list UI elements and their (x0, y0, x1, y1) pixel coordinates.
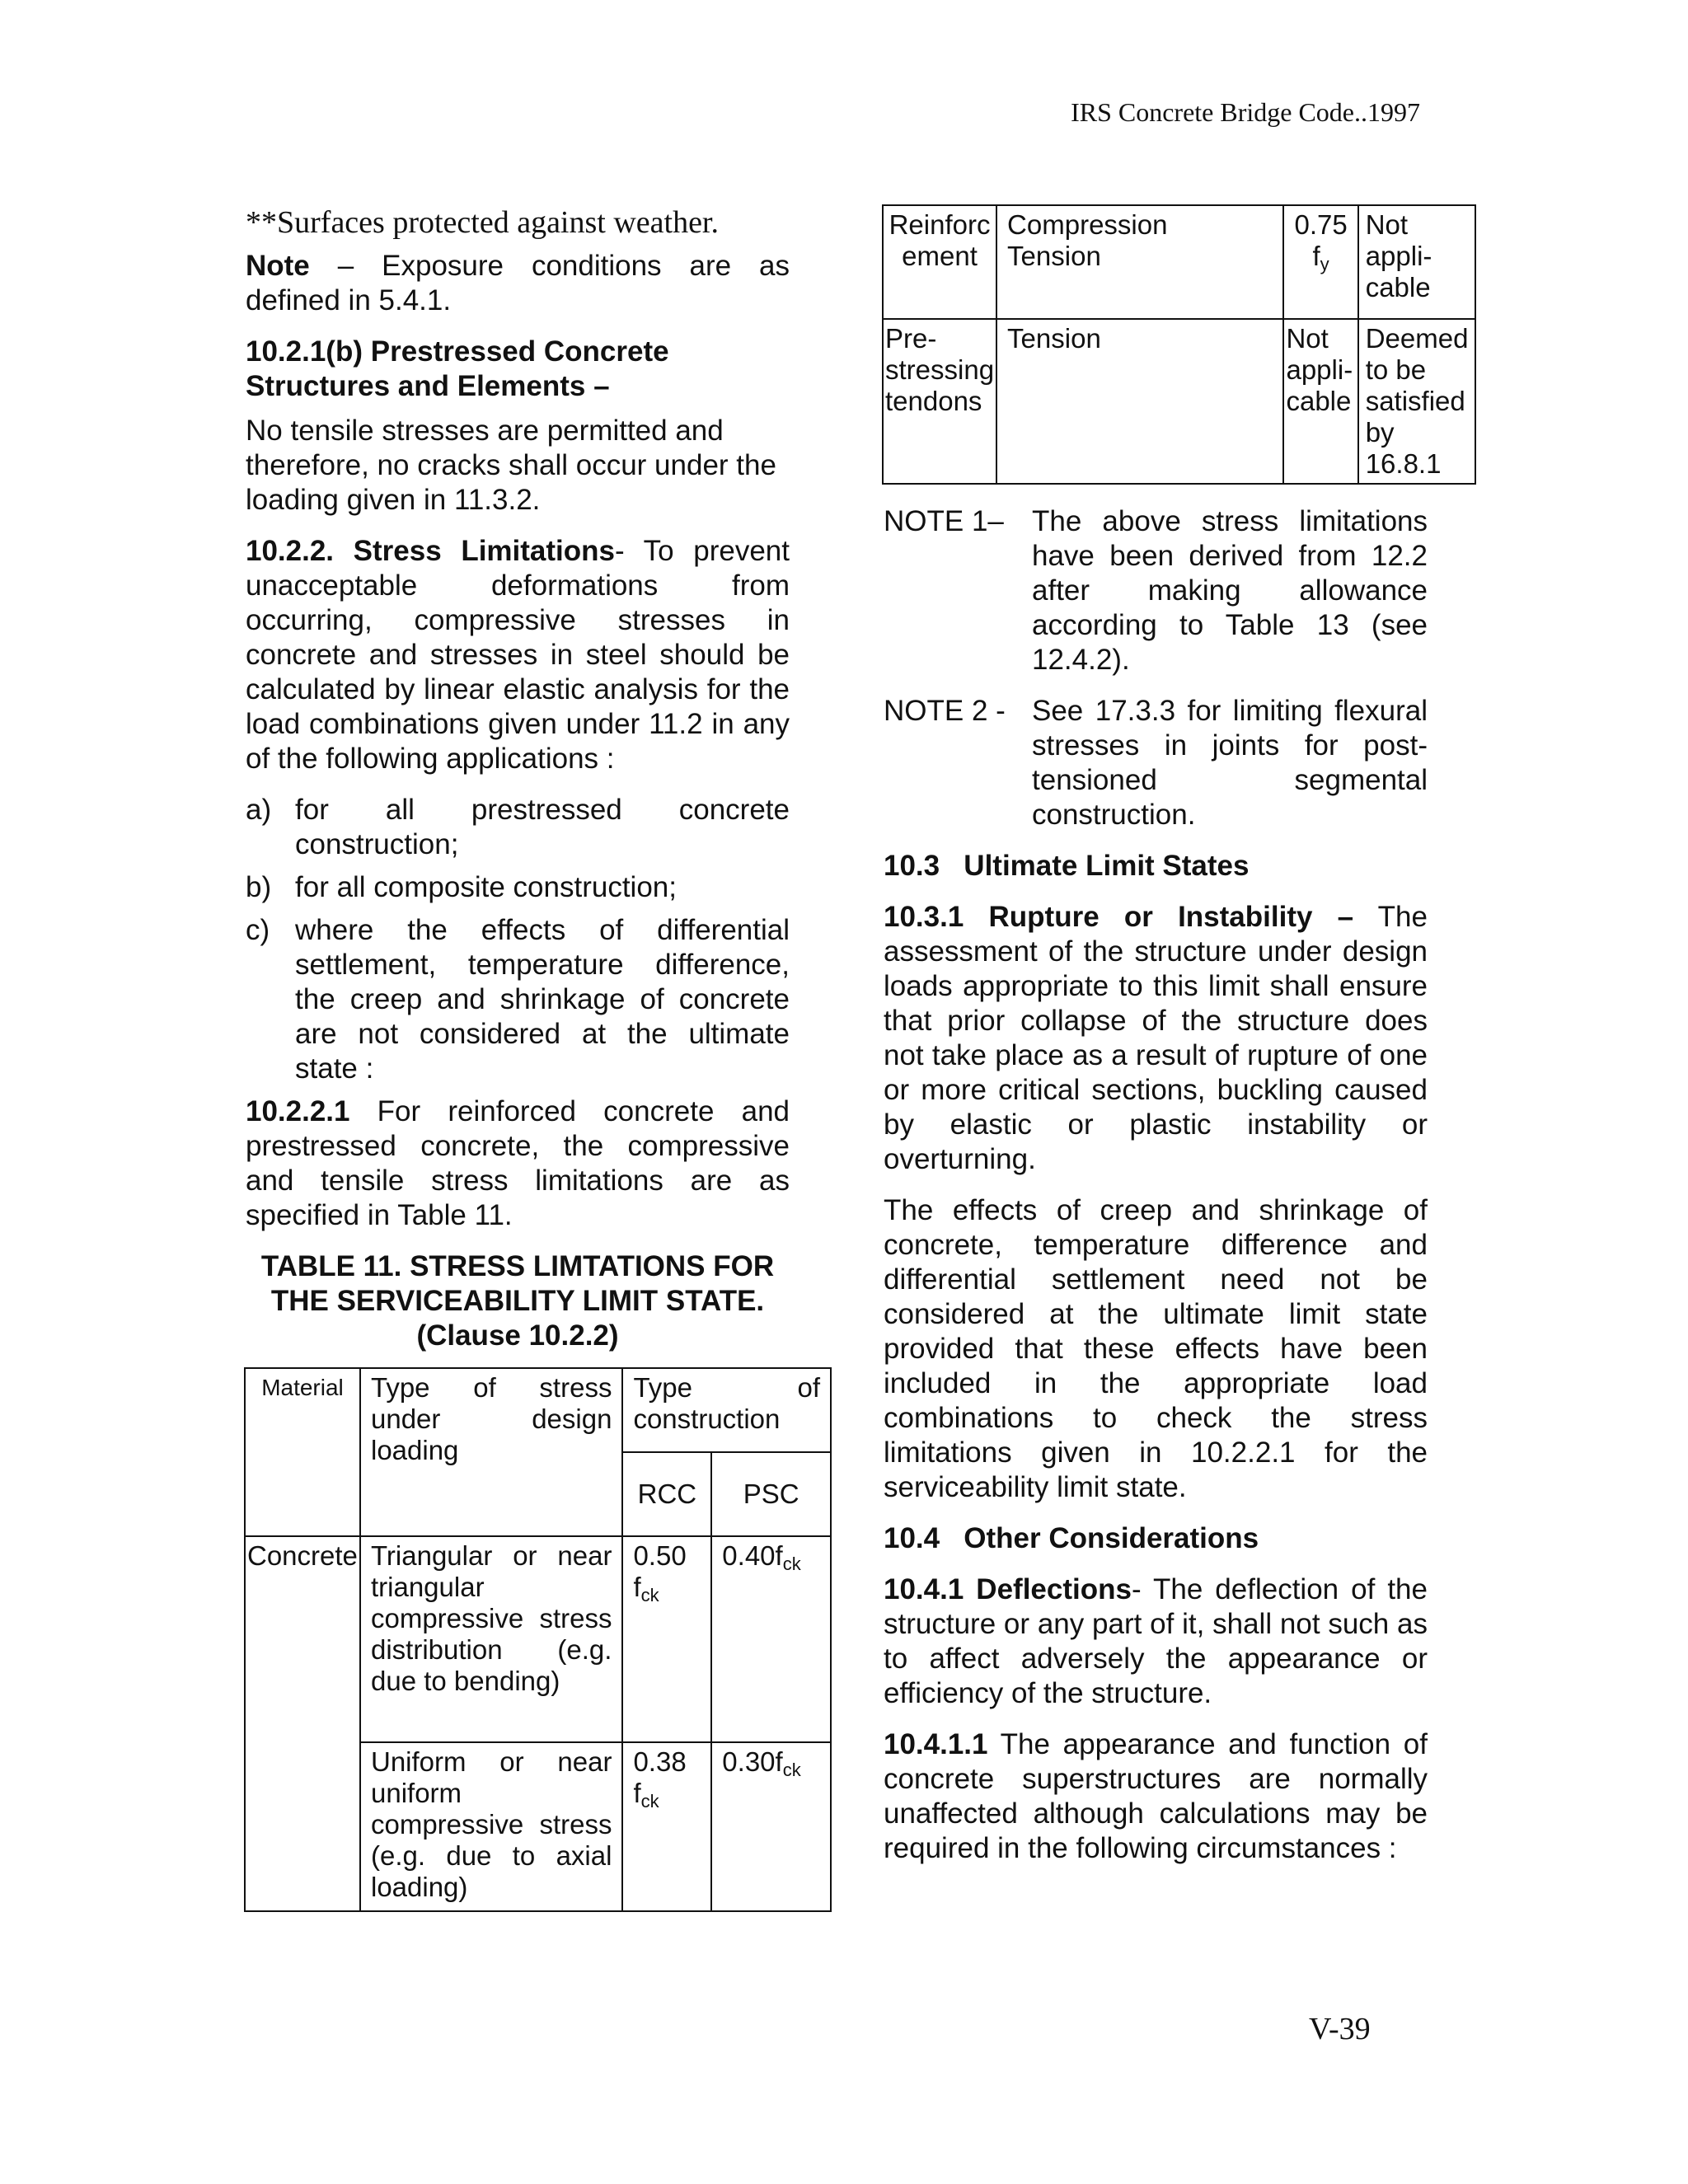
table-row (245, 1536, 831, 1742)
psc-subscript: ck (782, 1554, 801, 1574)
rcc-value: 0.75 f (1294, 209, 1348, 271)
cell-stress: Tension (996, 319, 1283, 484)
cell-stress: Compression Tension (996, 205, 1283, 319)
note-2 (884, 694, 1428, 832)
note-1-label: NOTE 1– (884, 505, 1004, 537)
page-number: V-39 (1309, 2012, 1371, 2046)
list-item (246, 793, 790, 862)
right-column (884, 504, 1428, 1882)
cell-psc: Deemed to be satisfied by 16.8.1 (1358, 319, 1476, 484)
section-10-4-1-heading: 10.4.1 Deflections (884, 1573, 1132, 1605)
table-row (883, 205, 1475, 319)
list-text: where the effects of differential settlement, temperature difference, the creep and shrinkage of concrete are not considered at the ultimate state : (295, 914, 790, 1085)
header-construction: Type of construction (622, 1368, 831, 1452)
rcc-subscript: ck (640, 1791, 659, 1811)
section-10-2-2-text: - To prevent unacceptable deformations from occurring, compressive stresses in concrete and stresses in steel should be calculated by linear elastic analysis for the load combinations given under 11.2 in any of the following applications : (246, 535, 790, 775)
psc-value: 0.40f (722, 1540, 783, 1571)
section-10-4-1-1-text: The appearance and function of concrete superstructures are normally unaffected although calculations may be required in the following circumstances : (884, 1728, 1428, 1864)
section-10-4-1-1 (884, 1727, 1428, 1866)
section-10-4-1-1-heading: 10.4.1.1 (884, 1728, 988, 1760)
section-10-2-1b-text: No tensile stresses are permitted and therefore, no cracks shall occur under the loading given in 11.3.2. (246, 415, 776, 516)
rcc-subscript: ck (640, 1585, 659, 1605)
cell-material: Reinforcement (883, 205, 996, 319)
table-11-continued (882, 204, 1476, 485)
cell-material: Concrete (245, 1536, 360, 1911)
section-10-2-2-heading: 10.2.2. Stress Limitations (246, 535, 615, 567)
running-header: IRS Concrete Bridge Code..1997 (1071, 97, 1420, 127)
section-10-4-heading: 10.4 Other Considerations (884, 1522, 1259, 1554)
cell-material: Pre-stressing tendons (883, 319, 996, 484)
cell-psc (711, 1742, 831, 1911)
table-11-title: TABLE 11. STRESS LIMTATIONS FOR THE SERVICEABILITY LIMIT STATE. (260, 1250, 775, 1317)
cell-rcc (1283, 205, 1357, 319)
table-11-clause: (Clause 10.2.2) (416, 1319, 619, 1352)
section-10-2-2 (246, 534, 790, 776)
note-1 (884, 504, 1428, 677)
table-header-row (245, 1368, 831, 1452)
list-item (246, 870, 790, 905)
section-10-4-1-text: - The deflection of the structure or any part of it, shall not such as to affect adversely the appearance or efficiency of the structure. (884, 1573, 1428, 1709)
cell-rcc: Not appli-cable (1283, 319, 1357, 484)
list-item (246, 913, 790, 1086)
left-column (246, 196, 790, 1353)
note-label: Note (246, 250, 310, 282)
list-text: for all composite construction; (295, 871, 677, 903)
header-material: Material (245, 1368, 360, 1536)
list-label: c) (246, 914, 270, 946)
section-10-4-1 (884, 1572, 1428, 1711)
section-10-3-1-heading: 10.3.1 Rupture or Instability – (884, 901, 1354, 933)
rcc-value: 0.50 f (633, 1540, 687, 1602)
section-10-3-1-text: The assessment of the structure under design loads appropriate to this limit shall ensure that prior collapse of the structure does not take place as a result of rupture of one or more critical sections, buckling caused by elastic or plastic instability or overturning. (884, 901, 1428, 1175)
note-text: – Exposure conditions are as defined in 5.4.1. (246, 250, 790, 316)
list-label: b) (246, 871, 272, 903)
cell-stress: Triangular or near triangular compressive stress distribution (e.g. due to bending) (360, 1536, 622, 1742)
cell-stress: Uniform or near uniform compressive stress (e.g. due to axial loading) (360, 1742, 622, 1911)
section-10-2-2-1 (246, 1094, 790, 1233)
cell-psc: Not appli-cable (1358, 205, 1476, 319)
table-11 (244, 1367, 832, 1912)
note-2-label: NOTE 2 - (884, 695, 1006, 727)
header-stress-type: Type of stress under design loading (360, 1368, 622, 1536)
section-10-2-2-1-heading: 10.2.2.1 (246, 1095, 350, 1127)
section-10-3-heading: 10.3 Ultimate Limit States (884, 850, 1250, 882)
cell-rcc (622, 1536, 711, 1742)
list-text: for all prestressed concrete construction; (295, 794, 790, 860)
psc-value: 0.30f (722, 1746, 783, 1777)
rcc-value: 0.38 f (633, 1746, 687, 1808)
surfaces-line: **Surfaces protected against weather. (246, 205, 719, 240)
list-label: a) (246, 794, 272, 826)
rcc-subscript: y (1320, 254, 1329, 274)
creep-paragraph: The effects of creep and shrinkage of concrete, temperature difference and differential settlement need not be considered at the ultimate limit state provided that these effects have been included in the appropriate load combinations to check the stress limitations given in 10.2.2.1 for the serviceability limit state. (884, 1194, 1428, 1503)
section-10-2-1b-heading: 10.2.1(b) Prestressed Concrete Structures and Elements – (246, 335, 669, 402)
header-psc: PSC (711, 1452, 831, 1536)
note-1-text: The above stress limitations have been derived from 12.2 after making allowance according to Table 13 (see 12.4.2). (1032, 505, 1428, 676)
exposure-note (246, 249, 790, 318)
note-2-text: See 17.3.3 for limiting flexural stresses in joints for post-tensioned segmental construction. (1032, 695, 1428, 831)
cell-rcc (622, 1742, 711, 1911)
cell-psc (711, 1536, 831, 1742)
table-row (883, 319, 1475, 484)
psc-subscript: ck (782, 1760, 801, 1780)
section-10-3-1 (884, 900, 1428, 1177)
section-10-2-2-1-text: For reinforced concrete and prestressed concrete, the compressive and tensile stress limitations are as specified in Table 11. (246, 1095, 790, 1231)
header-rcc: RCC (622, 1452, 711, 1536)
